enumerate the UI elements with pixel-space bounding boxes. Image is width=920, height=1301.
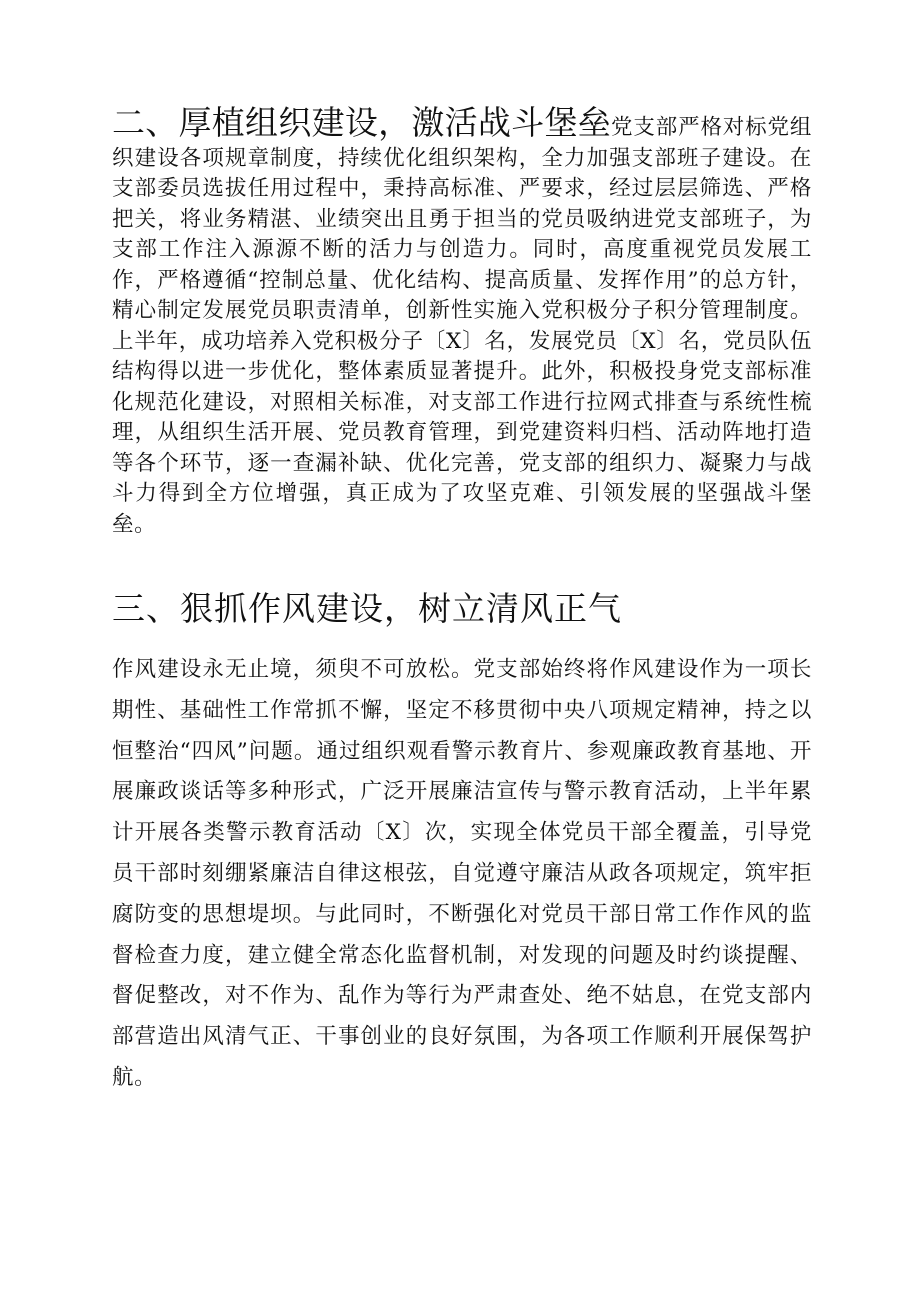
section3-heading: 三、狠抓作风建设，树立清风正气 (112, 589, 622, 628)
section2-heading: 二、厚植组织建设，激活战斗堡垒 (112, 103, 611, 142)
section2-body: 党支部严格对标党组织建设各项规章制度，持续优化组织架构，全力加强支部班子建设。在支部委员选拔任用过程中，秉持高标准、严要求，经过层层筛选、严格把关，将业务精湛、业绩突出且勇于担当的党员吸纳进党支部班子，为支部工作注入源源不断的活力与创造力。同时，高度重视党员发展工作，严格遵循“控制总量、优化结构、提高质量、发挥作用”的总方针，精心制定发展党员职责清单，创新性实施入党积极分子积分管理制度。上半年，成功培养入党积极分子〔X〕名，发展党员〔X〕名，党员队伍结构得以进一步优化，整体素质显著提升。此外，积极投身党支部标准化规范化建设，对照相关标准，对支部工作进行拉网式排查与系统性梳理，从组织生活开展、党员教育管理，到党建资料归档、活动阵地打造等各个环节，逐一查漏补缺、优化完善，党支部的组织力、凝聚力与战斗力得到全方位增强，真正成为了攻坚克难、引领发展的坚强战斗堡垒。 (112, 115, 813, 537)
section2-paragraph (112, 103, 813, 540)
section3-body: 作风建设永无止境，须臾不可放松。党支部始终将作风建设作为一项长期性、基础性工作常抓不懈，坚定不移贯彻中央八项规定精神，持之以恒整治“四风”问题。通过组织观看警示教育片、参观廉政教育基地、开展廉政谈话等多种形式，广泛开展廉洁宣传与警示教育活动，上半年累计开展各类警示教育活动〔X〕次，实现全体党员干部全覆盖，引导党员干部时刻绷紧廉洁自律这根弦，自觉遵守廉洁从政各项规定，筑牢拒腐防变的思想堤坝。与此同时，不断强化对党员干部日常工作作风的监督检查力度，建立健全常态化监督机制，对发现的问题及时约谈提醒、督促整改，对不作为、乱作为等行为严肃查处、绝不姑息，在党支部内部营造出风清气正、干事创业的良好氛围，为各项工作顺利开展保驾护航。 (112, 657, 812, 1090)
section-organization-building (112, 103, 813, 540)
